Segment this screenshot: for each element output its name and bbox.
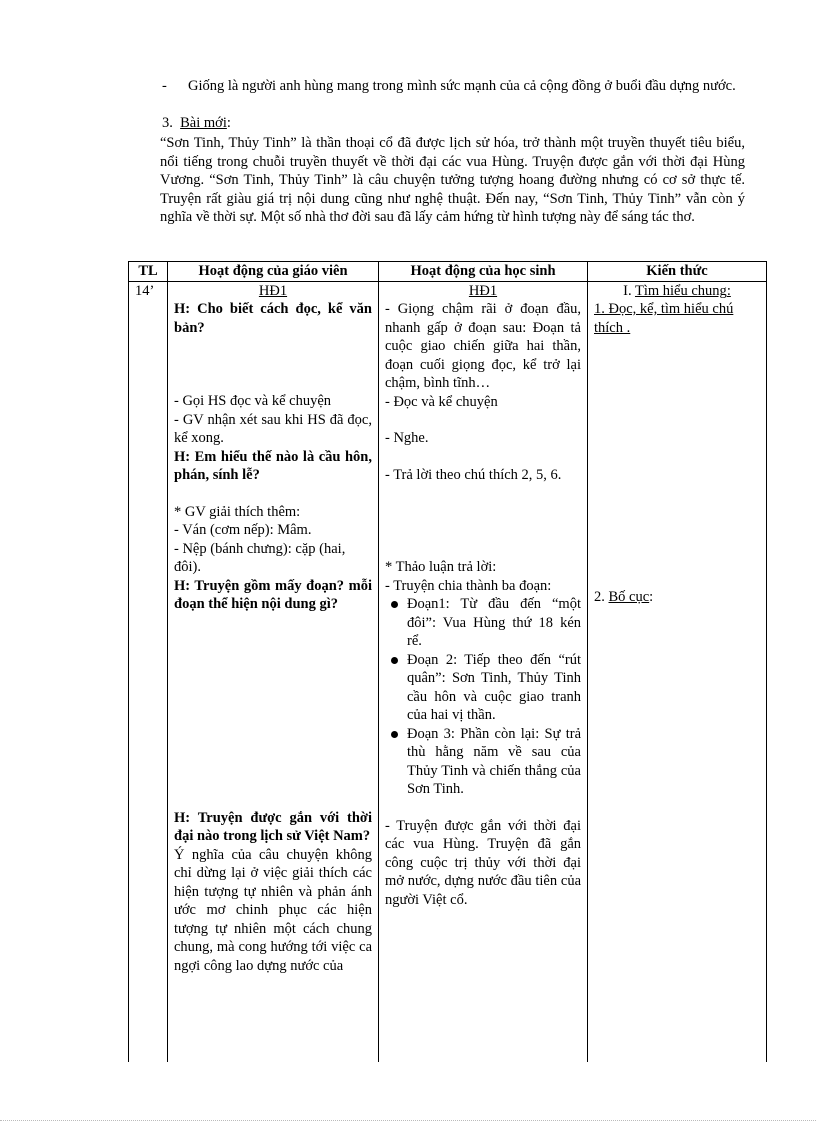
header-teacher: Hoạt động của giáo viên [168, 262, 379, 282]
bullet-dash: - [162, 78, 167, 94]
bullet-dot-icon [391, 601, 398, 608]
teacher-question-1: H: Cho biết cách đọc, kể văn bản? [174, 301, 372, 336]
teacher-question-3: H: Truyện gồm mấy đoạn? mỗi đoạn thể hiện nội dung gì? [174, 577, 372, 612]
student-answer-5: * Thảo luận trả lời: [385, 559, 497, 575]
teacher-cell [168, 281, 379, 1062]
knowledge-cell [588, 281, 767, 1062]
student-answer-3: - Nghe. [385, 430, 429, 446]
intro-bullet [162, 77, 742, 96]
list-item: Đoạn 3: Phần còn lại: Sự trả thù hằng năm về sau của Thủy Tinh và chiến thắng của Sơn Tinh. [385, 725, 581, 799]
knowledge-heading-1: I. Tìm hiểu chung: [623, 282, 731, 299]
teacher-question-4: H: Truyện được gắn với thời đại nào trong lịch sử Việt Nam? [174, 809, 372, 844]
lesson-number: 3. [162, 115, 173, 131]
teacher-action-5: - Nệp (bánh chưng): cặp (hai, đôi). [174, 540, 346, 575]
bullet-dot-icon [391, 657, 398, 664]
table-header-row [129, 262, 767, 282]
student-answer-6: - Truyện chia thành ba đoạn: [385, 577, 552, 594]
lesson-colon: : [226, 115, 231, 131]
list-item: Đoạn 2: Tiếp theo đến “rút quân”: Sơn Tinh, Thủy Tinh cầu hôn và cuộc giao tranh của hai vị thần. [385, 651, 581, 725]
lesson-table [128, 261, 767, 1062]
teacher-action-4: - Ván (cơm nếp): Mâm. [174, 522, 312, 538]
student-answer-7: - Truyện được gắn với thời đại các vua Hùng. Truyện đã gắn công cuộc trị thủy với thời đại mở nước, dựng nước đầu tiên của người Việt cổ. [385, 817, 581, 908]
header-tl: TL [129, 262, 168, 282]
time-cell [129, 281, 168, 1062]
teacher-question-2: H: Em hiểu thế nào là cầu hôn, phán, sính lễ? [174, 448, 372, 483]
list-item: Đoạn1: Từ đầu đến “một đôi”: Vua Hùng thứ 18 kén rể. [385, 595, 581, 651]
teacher-action-2: - GV nhận xét sau khi HS đã đọc, kể xong. [174, 411, 372, 446]
section-list [385, 595, 581, 799]
student-answer-1: - Giọng chậm rãi ở đoạn đầu, nhanh gấp ở đoạn sau: Đoạn tả cuộc giao chiến giữa hai thần, đoạn cuối giọng đọc, kể trở lại chậm, bình tĩnh… [385, 301, 581, 391]
bullet-dot-icon [391, 731, 398, 738]
table-body-row [129, 281, 767, 1062]
page-bottom-border [0, 1120, 816, 1121]
student-answer-2: - Đọc và kể chuyện [385, 393, 498, 410]
lesson-label: Bài mới [180, 115, 227, 131]
bullet-text: Giống là người anh hùng mang trong mình sức mạnh của cả cộng đồng ở buổi đầu dựng nước. [188, 78, 736, 94]
knowledge-item-1: 1. Đọc, kể, tìm hiểu chú thích . [594, 301, 734, 336]
teacher-action-3: * GV giải thích thêm: [174, 503, 301, 520]
student-hd: HĐ1 [468, 282, 498, 299]
lesson-paragraph: “Sơn Tinh, Thủy Tinh” là thần thoại cổ đã được lịch sử hóa, trở thành một truyền thuyết tiêu biểu, nổi tiếng trong chuỗi truyền thuyết về thời đại các vua Hùng. Truyện được gắn với thời đại Hùng Vương. “Sơn Tinh, Thủy Tinh” là câu chuyện tưởng tượng hoang đường nhưng có cơ sở thực tế. Truyện rất giàu giá trị nội dung cũng như nghệ thuật. Đến nay, “Sơn Tinh, Thủy Tinh” vẫn còn ý nghĩa về thời sự. Một số nhà thơ đời sau đã lấy cảm hứng từ hình tượng này để sáng tác thơ. [160, 135, 745, 225]
header-knowledge: Kiến thức [588, 262, 767, 282]
student-answer-4: - Trả lời theo chú thích 2, 5, 6. [385, 466, 562, 483]
teacher-paragraph: Ý nghĩa của câu chuyện không chỉ dừng lại ở việc giải thích các hiện tượng tự nhiên và phản ánh ước mơ chinh phục các hiện tượng tự nhiên một cách chung chung, mà cong hướng tới việc ca ngợi công lao dựng nước của [174, 846, 372, 974]
teacher-hd: HĐ1 [258, 282, 288, 299]
lesson-heading [162, 114, 231, 133]
teacher-action-1: - Gọi HS đọc và kể chuyện [174, 393, 332, 409]
knowledge-item-2: 2. Bố cục: [594, 589, 654, 605]
header-student: Hoạt động của học sinh [379, 262, 588, 282]
time-value: 14’ [135, 282, 155, 299]
student-cell [379, 281, 588, 1062]
